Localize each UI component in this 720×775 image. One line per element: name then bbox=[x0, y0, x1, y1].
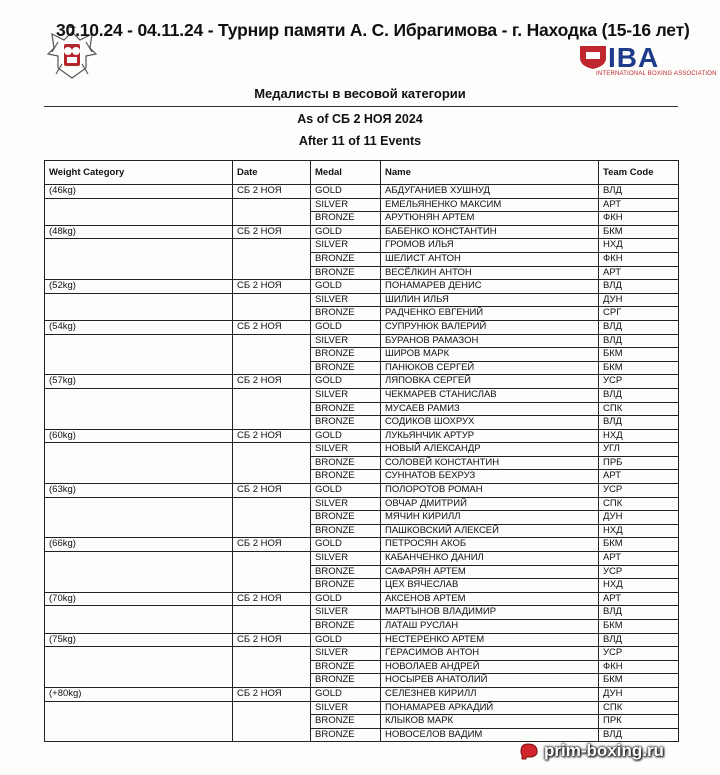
weight-category-cell bbox=[45, 456, 233, 470]
date-cell: СБ 2 НОЯ bbox=[233, 225, 311, 239]
team-code-cell: НХД bbox=[599, 579, 679, 593]
table-row bbox=[45, 606, 679, 620]
medal-cell: GOLD bbox=[311, 538, 381, 552]
team-code-cell: ВЛД bbox=[599, 280, 679, 294]
weight-category-cell bbox=[45, 266, 233, 280]
date-cell bbox=[233, 660, 311, 674]
team-code-cell: БКМ bbox=[599, 620, 679, 634]
team-code-cell: ДУН bbox=[599, 687, 679, 701]
medal-cell: BRONZE bbox=[311, 511, 381, 525]
watermark-text: prim-boxing.ru bbox=[544, 741, 664, 760]
table-row bbox=[45, 348, 679, 362]
team-code-cell: НХД bbox=[599, 429, 679, 443]
iba-logo-text: IBA bbox=[608, 42, 660, 73]
medal-cell: BRONZE bbox=[311, 620, 381, 634]
document-subtitle: Медалисты в весовой категории bbox=[254, 86, 466, 101]
name-cell: БАБЕНКО КОНСТАНТИН bbox=[381, 225, 599, 239]
table-row bbox=[45, 620, 679, 634]
date-cell bbox=[233, 620, 311, 634]
table-row bbox=[45, 293, 679, 307]
name-cell: АБДУГАНИЕВ ХУШНУД bbox=[381, 185, 599, 199]
team-code-cell: СРГ bbox=[599, 307, 679, 321]
date-cell bbox=[233, 402, 311, 416]
table-row bbox=[45, 647, 679, 661]
name-cell: СОЛОВЕЙ КОНСТАНТИН bbox=[381, 456, 599, 470]
team-code-cell: СПК bbox=[599, 701, 679, 715]
medal-cell: BRONZE bbox=[311, 252, 381, 266]
medal-cell: BRONZE bbox=[311, 416, 381, 430]
column-header-team: Team Code bbox=[599, 161, 679, 185]
table-row bbox=[45, 633, 679, 647]
weight-category-cell bbox=[45, 402, 233, 416]
team-code-cell: АРТ bbox=[599, 198, 679, 212]
name-cell: ЕМЕЛЬЯНЕНКО МАКСИМ bbox=[381, 198, 599, 212]
team-code-cell: ДУН bbox=[599, 511, 679, 525]
medal-cell: SILVER bbox=[311, 334, 381, 348]
name-cell: БУРАНОВ РАМАЗОН bbox=[381, 334, 599, 348]
column-header-medal: Medal bbox=[311, 161, 381, 185]
date-cell bbox=[233, 701, 311, 715]
name-cell: СУННАТОВ БЕХРУЗ bbox=[381, 470, 599, 484]
weight-category-cell bbox=[45, 239, 233, 253]
name-cell: ШИЛИН ИЛЬЯ bbox=[381, 293, 599, 307]
medal-cell: BRONZE bbox=[311, 524, 381, 538]
medal-cell: SILVER bbox=[311, 388, 381, 402]
name-cell: СУПРУНЮК ВАЛЕРИЙ bbox=[381, 320, 599, 334]
team-code-cell: ВЛД bbox=[599, 320, 679, 334]
date-cell bbox=[233, 647, 311, 661]
date-cell: СБ 2 НОЯ bbox=[233, 484, 311, 498]
name-cell: ПАШКОВСКИЙ АЛЕКСЕЙ bbox=[381, 524, 599, 538]
header-divider bbox=[44, 106, 678, 107]
name-cell: МЯЧИН КИРИЛЛ bbox=[381, 511, 599, 525]
medal-cell: BRONZE bbox=[311, 660, 381, 674]
table-row bbox=[45, 266, 679, 280]
table-row bbox=[45, 456, 679, 470]
table-row bbox=[45, 252, 679, 266]
date-cell bbox=[233, 565, 311, 579]
medal-cell: BRONZE bbox=[311, 212, 381, 226]
medal-cell: BRONZE bbox=[311, 728, 381, 742]
weight-category-cell bbox=[45, 552, 233, 566]
name-cell: ГРОМОВ ИЛЬЯ bbox=[381, 239, 599, 253]
table-row bbox=[45, 416, 679, 430]
name-cell: НЕСТЕРЕНКО АРТЕМ bbox=[381, 633, 599, 647]
name-cell: ВЕСЁЛКИН АНТОН bbox=[381, 266, 599, 280]
team-code-cell: УСР bbox=[599, 565, 679, 579]
table-row bbox=[45, 592, 679, 606]
team-code-cell: АРТ bbox=[599, 470, 679, 484]
weight-category-cell bbox=[45, 416, 233, 430]
date-cell bbox=[233, 266, 311, 280]
medal-cell: BRONZE bbox=[311, 715, 381, 729]
table-row bbox=[45, 674, 679, 688]
medal-cell: BRONZE bbox=[311, 266, 381, 280]
name-cell: РАДЧЕНКО ЕВГЕНИЙ bbox=[381, 307, 599, 321]
table-row bbox=[45, 660, 679, 674]
document-title: 30.10.24 - 04.11.24 - Турнир памяти А. С. Ибрагимова - г. Находка (15-16 лет) bbox=[56, 20, 690, 40]
medal-cell: BRONZE bbox=[311, 470, 381, 484]
date-cell bbox=[233, 511, 311, 525]
table-row bbox=[45, 511, 679, 525]
team-code-cell: ФКН bbox=[599, 212, 679, 226]
weight-category-cell bbox=[45, 307, 233, 321]
name-cell: АКСЕНОВ АРТЕМ bbox=[381, 592, 599, 606]
name-cell: НОСЫРЕВ АНАТОЛИЙ bbox=[381, 674, 599, 688]
team-code-cell: ВЛД bbox=[599, 334, 679, 348]
table-row bbox=[45, 497, 679, 511]
date-cell: СБ 2 НОЯ bbox=[233, 429, 311, 443]
table-row bbox=[45, 715, 679, 729]
weight-category-cell: (46kg) bbox=[45, 185, 233, 199]
name-cell: ПОНАМАРЕВ АРКАДИЙ bbox=[381, 701, 599, 715]
date-cell bbox=[233, 579, 311, 593]
column-header-date: Date bbox=[233, 161, 311, 185]
iba-logo bbox=[578, 42, 717, 84]
iba-emblem-icon bbox=[578, 44, 608, 70]
team-code-cell: БКМ bbox=[599, 361, 679, 375]
weight-category-cell bbox=[45, 443, 233, 457]
weight-category-cell: (48kg) bbox=[45, 225, 233, 239]
date-cell: СБ 2 НОЯ bbox=[233, 375, 311, 389]
name-cell: ПЕТРОСЯН АКОБ bbox=[381, 538, 599, 552]
table-row bbox=[45, 225, 679, 239]
weight-category-cell: (75kg) bbox=[45, 633, 233, 647]
weight-category-cell bbox=[45, 647, 233, 661]
weight-category-cell bbox=[45, 511, 233, 525]
name-cell: ШИРОВ МАРК bbox=[381, 348, 599, 362]
name-cell: МУСАЕВ РАМИЗ bbox=[381, 402, 599, 416]
team-code-cell: АРТ bbox=[599, 592, 679, 606]
name-cell: СОДИКОВ ШОХРУХ bbox=[381, 416, 599, 430]
medal-cell: SILVER bbox=[311, 443, 381, 457]
weight-category-cell bbox=[45, 293, 233, 307]
date-cell: СБ 2 НОЯ bbox=[233, 633, 311, 647]
date-cell bbox=[233, 524, 311, 538]
date-cell bbox=[233, 334, 311, 348]
team-code-cell: УСР bbox=[599, 375, 679, 389]
weight-category-cell bbox=[45, 198, 233, 212]
team-code-cell: ВЛД bbox=[599, 185, 679, 199]
date-cell bbox=[233, 307, 311, 321]
medal-cell: SILVER bbox=[311, 239, 381, 253]
weight-category-cell: (70kg) bbox=[45, 592, 233, 606]
table-row bbox=[45, 388, 679, 402]
team-code-cell: ВЛД bbox=[599, 606, 679, 620]
medal-cell: GOLD bbox=[311, 185, 381, 199]
date-cell: СБ 2 НОЯ bbox=[233, 592, 311, 606]
events-count: After 11 of 11 Events bbox=[298, 134, 422, 148]
team-code-cell: ФКН bbox=[599, 252, 679, 266]
medal-cell: GOLD bbox=[311, 375, 381, 389]
name-cell: ЦЕХ ВЯЧЕСЛАВ bbox=[381, 579, 599, 593]
table-row bbox=[45, 565, 679, 579]
table-row bbox=[45, 361, 679, 375]
name-cell: ОВЧАР ДМИТРИЙ bbox=[381, 497, 599, 511]
medal-cell: GOLD bbox=[311, 592, 381, 606]
weight-category-cell bbox=[45, 348, 233, 362]
date-cell bbox=[233, 443, 311, 457]
column-header-weight: Weight Category bbox=[45, 161, 233, 185]
weight-category-cell bbox=[45, 388, 233, 402]
team-code-cell: ВЛД bbox=[599, 416, 679, 430]
date-cell bbox=[233, 497, 311, 511]
medal-cell: SILVER bbox=[311, 701, 381, 715]
weight-category-cell: (63kg) bbox=[45, 484, 233, 498]
team-code-cell: БКМ bbox=[599, 348, 679, 362]
name-cell: МАРТЫНОВ ВЛАДИМИР bbox=[381, 606, 599, 620]
table-row bbox=[45, 524, 679, 538]
column-header-name: Name bbox=[381, 161, 599, 185]
team-code-cell: АРТ bbox=[599, 552, 679, 566]
name-cell: АРУТЮНЯН АРТЕМ bbox=[381, 212, 599, 226]
table-row bbox=[45, 212, 679, 226]
name-cell: ЛАТАШ РУСЛАН bbox=[381, 620, 599, 634]
name-cell: КЛЫКОВ МАРК bbox=[381, 715, 599, 729]
table-row bbox=[45, 320, 679, 334]
team-code-cell: СПК bbox=[599, 497, 679, 511]
weight-category-cell: (66kg) bbox=[45, 538, 233, 552]
date-cell bbox=[233, 552, 311, 566]
table-row bbox=[45, 334, 679, 348]
date-cell bbox=[233, 470, 311, 484]
medal-cell: SILVER bbox=[311, 606, 381, 620]
team-code-cell: ВЛД bbox=[599, 728, 679, 742]
table-row bbox=[45, 538, 679, 552]
as-of-date: As of СБ 2 НОЯ 2024 bbox=[297, 112, 423, 126]
weight-category-cell bbox=[45, 674, 233, 688]
table-row bbox=[45, 239, 679, 253]
team-code-cell: ПРБ bbox=[599, 456, 679, 470]
medal-cell: BRONZE bbox=[311, 579, 381, 593]
weight-category-cell bbox=[45, 524, 233, 538]
date-cell bbox=[233, 252, 311, 266]
name-cell: ЧЕКМАРЕВ СТАНИСЛАВ bbox=[381, 388, 599, 402]
team-code-cell: АРТ bbox=[599, 266, 679, 280]
team-code-cell: ФКН bbox=[599, 660, 679, 674]
medal-cell: GOLD bbox=[311, 484, 381, 498]
weight-category-cell bbox=[45, 660, 233, 674]
medal-cell: BRONZE bbox=[311, 565, 381, 579]
team-code-cell: УСР bbox=[599, 647, 679, 661]
team-code-cell: ПРК bbox=[599, 715, 679, 729]
medal-cell: SILVER bbox=[311, 293, 381, 307]
date-cell: СБ 2 НОЯ bbox=[233, 185, 311, 199]
name-cell: СЕЛЕЗНЕВ КИРИЛЛ bbox=[381, 687, 599, 701]
date-cell bbox=[233, 674, 311, 688]
team-code-cell: УСР bbox=[599, 484, 679, 498]
table-row bbox=[45, 280, 679, 294]
medal-cell: SILVER bbox=[311, 647, 381, 661]
weight-category-cell bbox=[45, 334, 233, 348]
team-code-cell: БКМ bbox=[599, 538, 679, 552]
date-cell bbox=[233, 728, 311, 742]
weight-category-cell: (57kg) bbox=[45, 375, 233, 389]
date-cell: СБ 2 НОЯ bbox=[233, 687, 311, 701]
medal-cell: BRONZE bbox=[311, 402, 381, 416]
date-cell: СБ 2 НОЯ bbox=[233, 280, 311, 294]
medal-cell: GOLD bbox=[311, 225, 381, 239]
weight-category-cell bbox=[45, 715, 233, 729]
date-cell bbox=[233, 416, 311, 430]
table-row bbox=[45, 429, 679, 443]
weight-category-cell bbox=[45, 361, 233, 375]
medal-cell: SILVER bbox=[311, 497, 381, 511]
table-row bbox=[45, 402, 679, 416]
weight-category-cell bbox=[45, 252, 233, 266]
medal-cell: BRONZE bbox=[311, 456, 381, 470]
medal-cell: GOLD bbox=[311, 280, 381, 294]
name-cell: ШЕЛИСТ АНТОН bbox=[381, 252, 599, 266]
medal-cell: GOLD bbox=[311, 633, 381, 647]
weight-category-cell bbox=[45, 701, 233, 715]
weight-category-cell bbox=[45, 620, 233, 634]
table-row bbox=[45, 579, 679, 593]
team-code-cell: НХД bbox=[599, 239, 679, 253]
site-watermark bbox=[518, 738, 664, 764]
name-cell: ПАНЮКОВ СЕРГЕЙ bbox=[381, 361, 599, 375]
table-row bbox=[45, 185, 679, 199]
team-code-cell: ДУН bbox=[599, 293, 679, 307]
date-cell bbox=[233, 606, 311, 620]
table-header-row bbox=[45, 161, 679, 185]
weight-category-cell bbox=[45, 470, 233, 484]
table-row bbox=[45, 552, 679, 566]
date-cell bbox=[233, 239, 311, 253]
weight-category-cell: (+80kg) bbox=[45, 687, 233, 701]
date-cell bbox=[233, 388, 311, 402]
iba-logo-subtext: INTERNATIONAL BOXING ASSOCIATION bbox=[596, 71, 717, 77]
medal-cell: BRONZE bbox=[311, 348, 381, 362]
date-cell bbox=[233, 212, 311, 226]
table-row bbox=[45, 687, 679, 701]
team-code-cell: ВЛД bbox=[599, 388, 679, 402]
date-cell bbox=[233, 715, 311, 729]
medal-cell: GOLD bbox=[311, 320, 381, 334]
team-code-cell: СПК bbox=[599, 402, 679, 416]
team-code-cell: ВЛД bbox=[599, 633, 679, 647]
date-cell: СБ 2 НОЯ bbox=[233, 538, 311, 552]
table-row bbox=[45, 307, 679, 321]
medalists-table bbox=[44, 160, 679, 742]
weight-category-cell bbox=[45, 606, 233, 620]
weight-category-cell bbox=[45, 565, 233, 579]
date-cell bbox=[233, 293, 311, 307]
table-row bbox=[45, 375, 679, 389]
team-code-cell: УГЛ bbox=[599, 443, 679, 457]
weight-category-cell: (60kg) bbox=[45, 429, 233, 443]
team-code-cell: БКМ bbox=[599, 674, 679, 688]
team-code-cell: НХД bbox=[599, 524, 679, 538]
team-code-cell: БКМ bbox=[599, 225, 679, 239]
medal-cell: BRONZE bbox=[311, 361, 381, 375]
medal-cell: SILVER bbox=[311, 552, 381, 566]
name-cell: ГЕРАСИМОВ АНТОН bbox=[381, 647, 599, 661]
table-row bbox=[45, 443, 679, 457]
name-cell: КАБАНЧЕНКО ДАНИЛ bbox=[381, 552, 599, 566]
date-cell: СБ 2 НОЯ bbox=[233, 320, 311, 334]
medal-cell: GOLD bbox=[311, 687, 381, 701]
date-cell bbox=[233, 361, 311, 375]
table-row bbox=[45, 701, 679, 715]
table-row bbox=[45, 198, 679, 212]
name-cell: ЛЯПОВКА СЕРГЕЙ bbox=[381, 375, 599, 389]
medal-cell: SILVER bbox=[311, 198, 381, 212]
table-row bbox=[45, 470, 679, 484]
name-cell: НОВОСЕЛОВ ВАДИМ bbox=[381, 728, 599, 742]
name-cell: ЛУКЬЯНЧИК АРТУР bbox=[381, 429, 599, 443]
name-cell: ПОНАМАРЕВ ДЕНИС bbox=[381, 280, 599, 294]
weight-category-cell bbox=[45, 497, 233, 511]
boxing-glove-icon bbox=[518, 742, 540, 760]
weight-category-cell: (52kg) bbox=[45, 280, 233, 294]
name-cell: САФАРЯН АРТЕМ bbox=[381, 565, 599, 579]
medal-cell: BRONZE bbox=[311, 307, 381, 321]
date-cell bbox=[233, 456, 311, 470]
weight-category-cell bbox=[45, 212, 233, 226]
weight-category-cell bbox=[45, 728, 233, 742]
table-body bbox=[45, 185, 679, 742]
medal-cell: BRONZE bbox=[311, 674, 381, 688]
date-cell bbox=[233, 198, 311, 212]
date-cell bbox=[233, 348, 311, 362]
name-cell: НОВОЛАЕВ АНДРЕЙ bbox=[381, 660, 599, 674]
name-cell: ПОЛОРОТОВ РОМАН bbox=[381, 484, 599, 498]
weight-category-cell bbox=[45, 579, 233, 593]
weight-category-cell: (54kg) bbox=[45, 320, 233, 334]
table-row bbox=[45, 484, 679, 498]
medal-cell: GOLD bbox=[311, 429, 381, 443]
name-cell: НОВЫЙ АЛЕКСАНДР bbox=[381, 443, 599, 457]
